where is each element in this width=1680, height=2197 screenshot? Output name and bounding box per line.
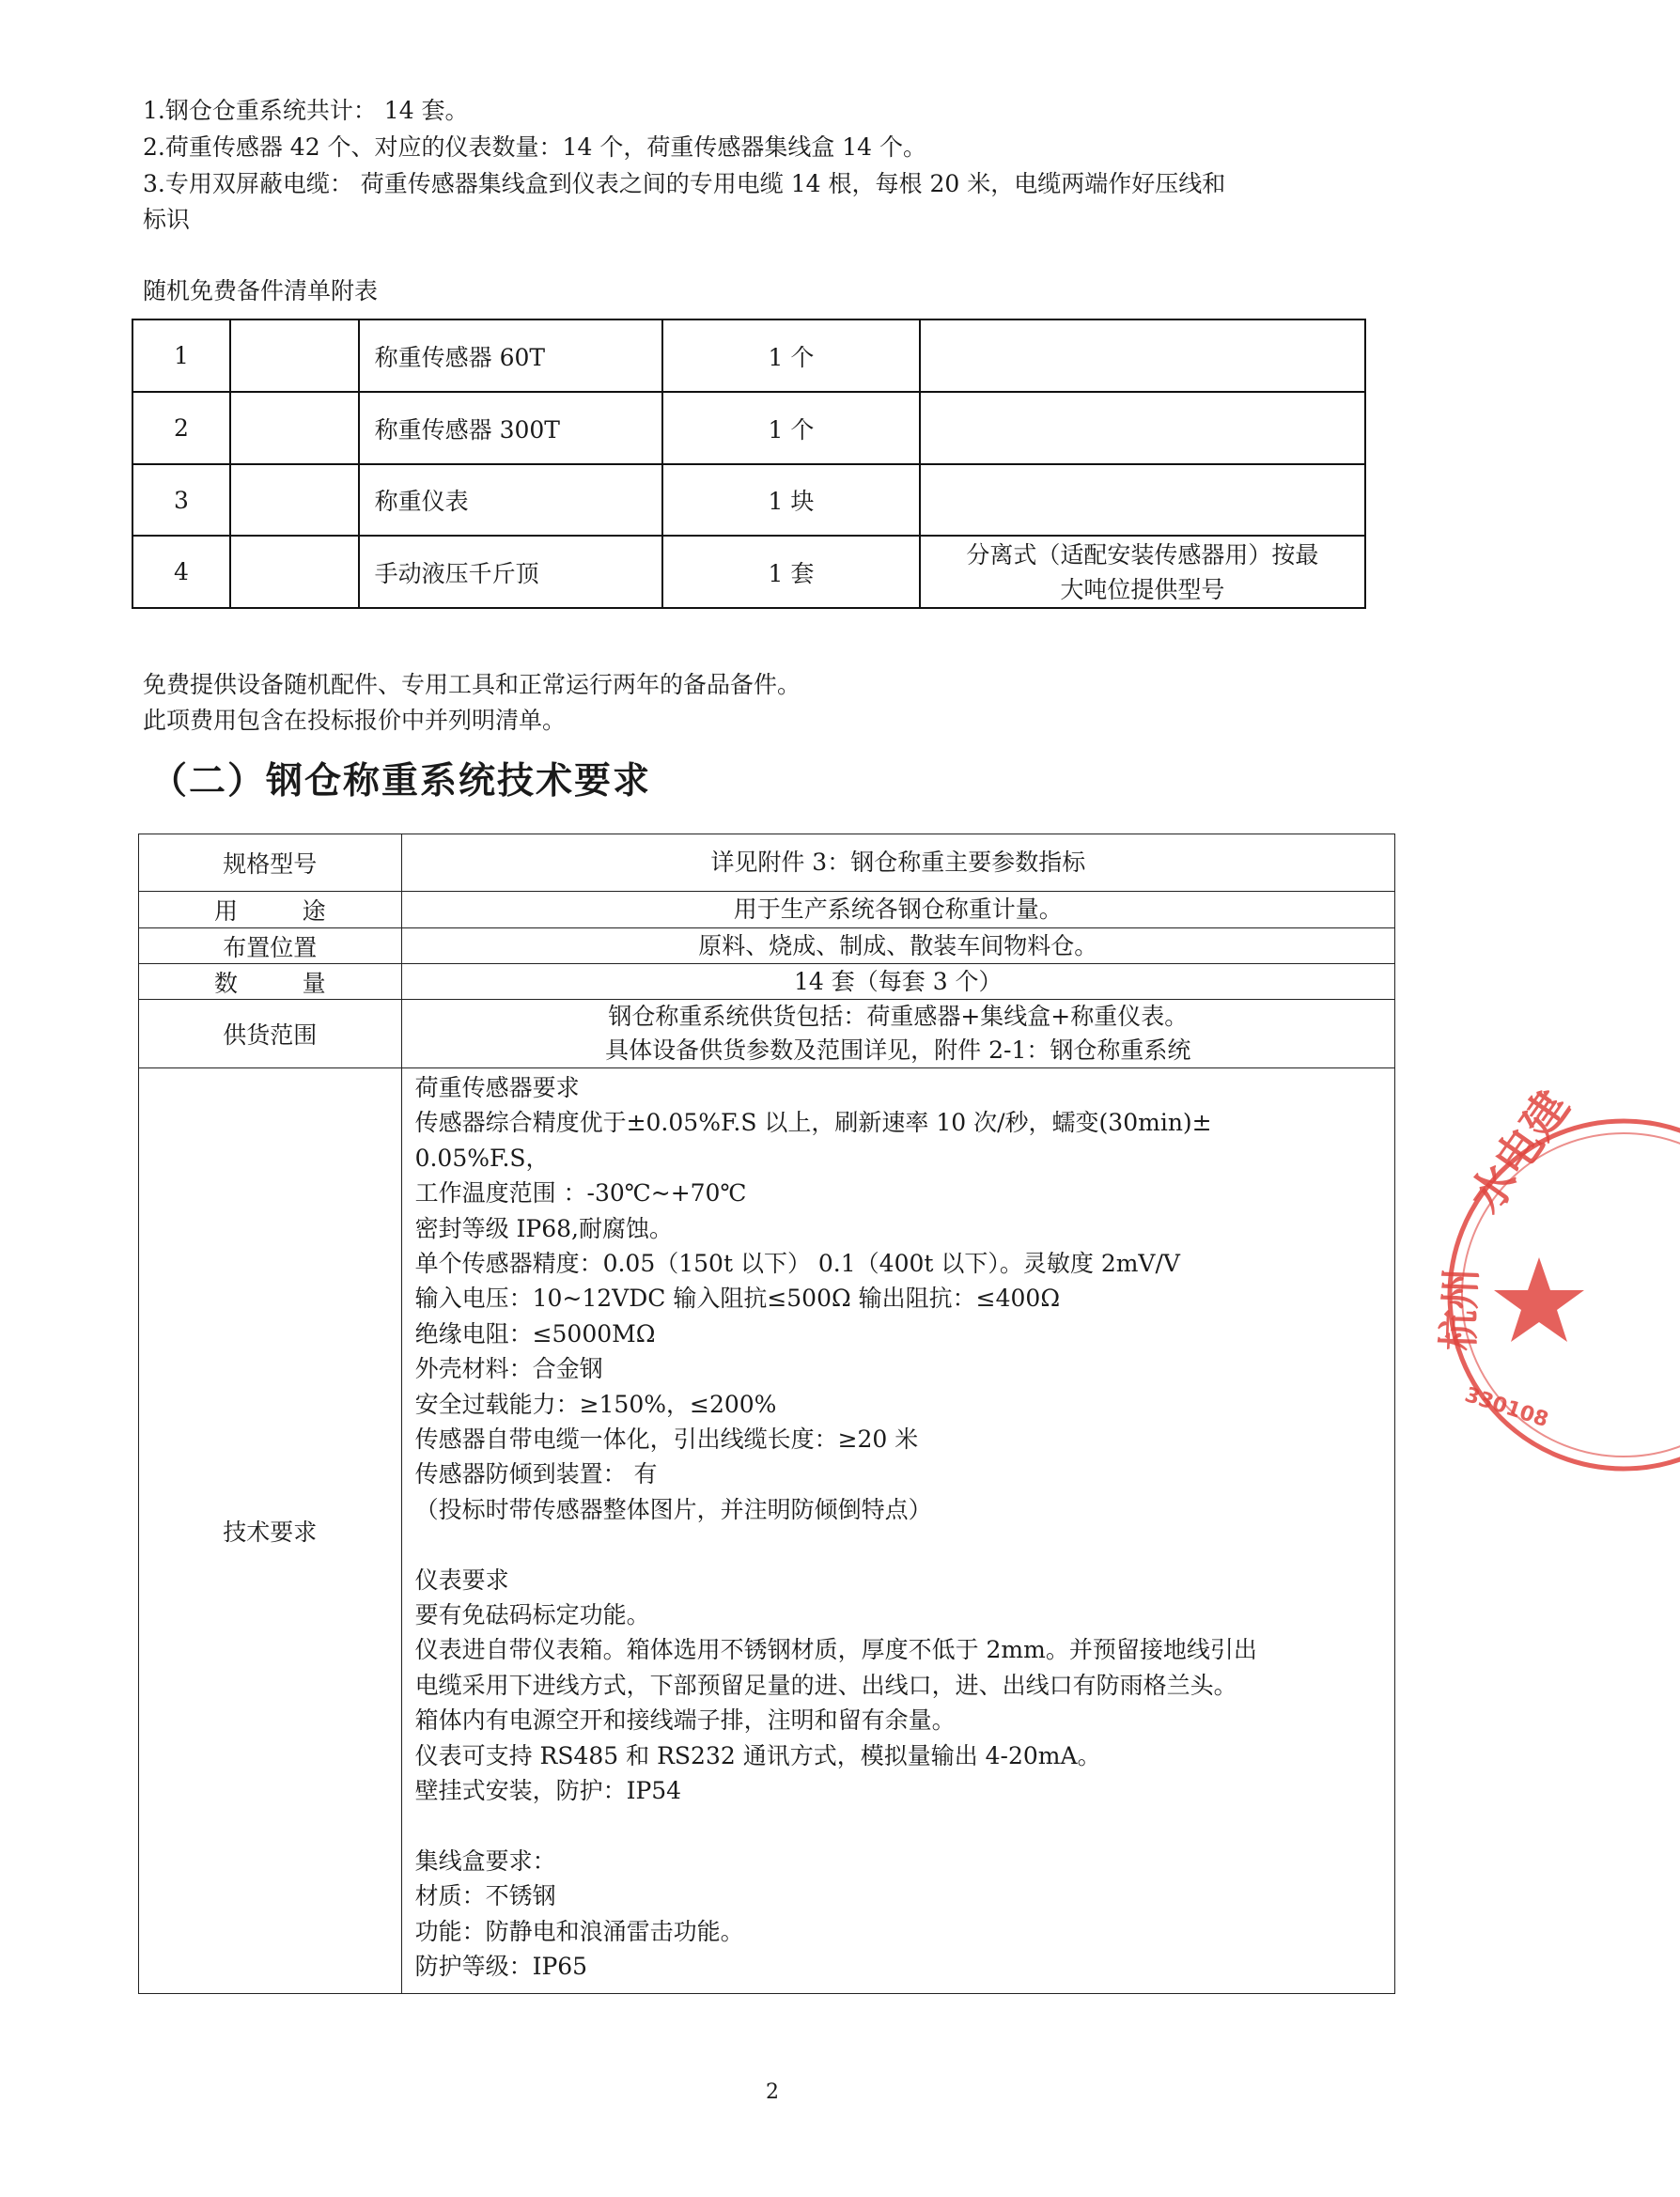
spec-table: [138, 834, 1395, 1994]
intro-line-1: 1.钢仓仓重系统共计： 14 套。: [143, 97, 469, 124]
spare-name: 称重仪表: [359, 464, 663, 536]
tech-line: 集线盒要求：: [414, 1846, 556, 1875]
intro-line-3: 3.专用双屏蔽电缆： 荷重传感器集线盒到仪表之间的专用电缆 14 根，每根 20 米，电缆两端作好压线和: [143, 170, 1226, 197]
spares-caption: 随机免费备件清单附表: [143, 277, 379, 304]
spec-label-tech: 技术要求: [139, 1068, 402, 1994]
table-row: [132, 392, 1365, 464]
intro-line-2: 2.荷重传感器 42 个、对应的仪表数量：14 个，荷重传感器集线盒 14 个。: [143, 133, 927, 161]
scope-line-2: 具体设备供货参数及范围详见，附件 2-1：钢仓称重系统: [605, 1036, 1191, 1064]
spare-note-line-1: 分离式（适配安装传感器用）按最: [966, 540, 1319, 569]
table-row: [139, 1000, 1395, 1068]
tech-line: 传感器综合精度优于±0.05%F.S 以上，刷新速率 10 次/秒，蠕变(30min)±: [414, 1109, 1212, 1137]
spare-qty: 1 个: [662, 392, 920, 464]
spec-label-use: 用途: [139, 892, 402, 928]
tech-line: 密封等级 IP68,耐腐蚀。: [414, 1214, 673, 1242]
spare-code: [230, 536, 359, 608]
tech-line: 传感器防倾到装置： 有: [414, 1460, 658, 1488]
spare-qty: 1 套: [662, 536, 920, 608]
tech-line: 材质：不锈钢: [414, 1882, 556, 1910]
seal-text-top: 水电建: [1459, 1081, 1580, 1223]
table-row: [132, 319, 1365, 392]
spare-qty: 1 个: [662, 319, 920, 392]
table-row: [139, 928, 1395, 964]
table-row: [139, 1068, 1395, 1994]
spec-label-location: 布置位置: [139, 928, 402, 964]
tech-line: 绝缘电阻：≤5000MΩ: [414, 1319, 656, 1348]
tech-line: 传感器自带电缆一体化，引出线缆长度：≥20 米: [414, 1426, 919, 1454]
tech-line: 安全过载能力：≥150%，≤200%: [414, 1390, 777, 1418]
table-row: [139, 964, 1395, 1000]
spare-no: 3: [132, 464, 230, 536]
spares-table: [132, 319, 1366, 609]
tech-line: 单个传感器精度：0.05（150t 以下） 0.1（400t 以下）。灵敏度 2mV/V: [414, 1250, 1180, 1278]
tech-line: 防护等级：IP65: [414, 1953, 588, 1981]
table-row: [139, 834, 1395, 892]
spare-note: [920, 536, 1365, 608]
tech-line: 输入电压：10~12VDC 输入阻抗≤500Ω 输出阻抗：≤400Ω: [414, 1285, 1061, 1313]
table-row: [132, 536, 1365, 608]
table-row: [139, 892, 1395, 928]
star-icon: [1494, 1257, 1584, 1342]
spare-code: [230, 392, 359, 464]
spare-no: 1: [132, 319, 230, 392]
tech-line: 荷重传感器要求: [414, 1074, 580, 1101]
spec-label-scope: 供货范围: [139, 1000, 402, 1068]
spec-label-model: 规格型号: [139, 834, 402, 892]
tech-line: 外壳材料：合金钢: [414, 1355, 603, 1383]
company-seal: [1435, 1081, 1586, 1473]
spare-note: [920, 392, 1365, 464]
seal-number: 330108: [1461, 1383, 1551, 1433]
tech-line: 工作温度范围 ：-30℃~+70℃: [414, 1179, 747, 1208]
spare-name: 称重传感器 300T: [359, 392, 663, 464]
tech-line: 壁挂式安装，防护：IP54: [414, 1777, 682, 1805]
tech-line: 0.05%F.S，: [414, 1144, 550, 1172]
seal-graphic: [1435, 1081, 1680, 1473]
spec-value-tech: [401, 1068, 1394, 1994]
note-line-1: 免费提供设备随机配件、专用工具和正常运行两年的备品备件。: [143, 671, 801, 698]
spare-note-line-2: 大吨位提供型号: [1060, 575, 1225, 603]
scope-line-1: 钢仓称重系统供货包括：荷重感器+集线盒+称重仪表。: [608, 1003, 1189, 1030]
spec-value-model: 详见附件 3：钢仓称重主要参数指标: [401, 834, 1394, 892]
tech-line: 箱体内有电源空开和接线端子排，注明和留有余量。: [414, 1706, 956, 1735]
tech-line: 电缆采用下进线方式，下部预留足量的进、出线口，进、出线口有防雨格兰头。: [414, 1671, 1237, 1699]
spare-name: 手动液压千斤顶: [359, 536, 663, 608]
spec-value-use: 用于生产系统各钢仓称重计量。: [401, 892, 1394, 928]
tech-line: 仪表可支持 RS485 和 RS232 通讯方式，模拟量输出 4-20mA。: [414, 1741, 1101, 1769]
spec-value-qty: 14 套（每套 3 个）: [401, 964, 1394, 1000]
spare-no: 4: [132, 536, 230, 608]
tech-line-blank: [415, 1809, 1383, 1844]
seal-text-side: 杭州: [1435, 1267, 1486, 1352]
tech-line: 功能：防静电和浪涌雷击功能。: [414, 1917, 744, 1945]
intro-line-4: 标识: [143, 206, 191, 233]
spec-value-location: 原料、烧成、制成、散装车间物料仓。: [401, 928, 1394, 964]
tech-line: （投标时带传感器整体图片，并注明防倾倒特点）: [414, 1495, 932, 1523]
tech-line: 仪表进自带仪表箱。箱体选用不锈钢材质，厚度不低于 2mm。并预留接地线引出: [414, 1636, 1257, 1664]
section-heading: （二）钢仓称重系统技术要求: [150, 760, 652, 802]
spare-note: [920, 464, 1365, 536]
spare-code: [230, 464, 359, 536]
spec-label-qty: 数量: [139, 964, 402, 1000]
table-row: [132, 464, 1365, 536]
page-number: 2: [766, 2080, 779, 2104]
spare-no: 2: [132, 392, 230, 464]
spec-value-scope: [401, 1000, 1394, 1068]
spare-qty: 1 块: [662, 464, 920, 536]
spare-name: 称重传感器 60T: [359, 319, 663, 392]
tech-line-blank: [415, 1527, 1383, 1562]
spare-code: [230, 319, 359, 392]
spare-note: [920, 319, 1365, 392]
tech-line: 要有免砝码标定功能。: [414, 1601, 650, 1629]
tech-line: 仪表要求: [414, 1566, 509, 1594]
note-line-2: 此项费用包含在投标报价中并列明清单。: [143, 707, 567, 734]
